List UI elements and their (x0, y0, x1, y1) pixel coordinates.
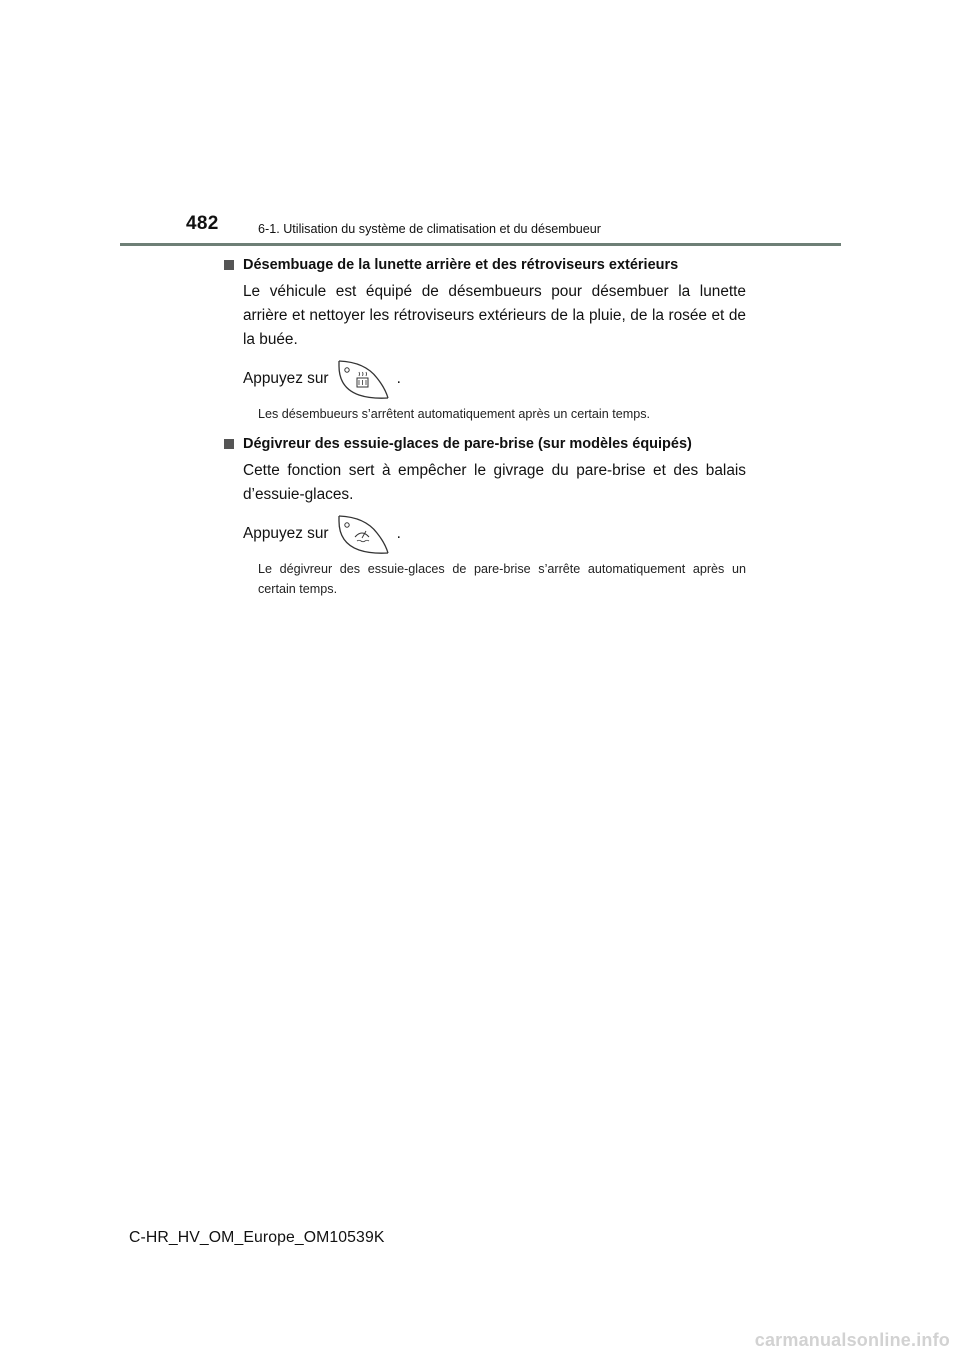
page-number: 482 (186, 213, 219, 234)
press-prefix: Appuyez sur (243, 525, 329, 542)
section-body: Le véhicule est équipé de désembueurs pour désembuer la lunette arrière et nettoyer les rétroviseurs extérieurs de la pluie, de la rosée et de la buée. (243, 283, 746, 348)
press-prefix: Appuyez sur (243, 370, 329, 387)
section-heading-text: Dégivreur des essuie-glaces de pare-brise (sur modèles équipés) (243, 436, 692, 452)
content (224, 255, 746, 599)
section-heading (224, 255, 746, 275)
section-title: 6-1. Utilisation du système de climatisation et du désembueur (258, 222, 602, 236)
square-bullet-icon (224, 439, 234, 449)
section-body: Cette fonction sert à empêcher le givrage du pare-brise et des balais d’essuie-glaces. (243, 462, 746, 503)
press-suffix: . (396, 525, 401, 542)
rear-defogger-button-icon (335, 358, 391, 400)
section-heading (224, 434, 746, 454)
section-heading-text: Désembuage de la lunette arrière et des rétroviseurs extérieurs (243, 257, 679, 273)
press-instruction (243, 513, 746, 555)
press-suffix: . (396, 370, 401, 387)
watermark: carmanualsonline.info (754, 1330, 950, 1350)
section-note: Le dégivreur des essuie-glaces de pare-brise s’arrête automatiquement après un certain temps. (258, 562, 746, 596)
press-instruction (243, 358, 746, 400)
section-note: Les désembueurs s’arrêtent automatiquement après un certain temps. (258, 407, 651, 421)
windshield-wiper-deicer-button-icon (335, 513, 391, 555)
footer-document-id: C-HR_HV_OM_Europe_OM10539K (129, 1229, 385, 1246)
section-rear-defogger (224, 255, 746, 424)
header-rule (120, 243, 841, 246)
section-wiper-deicer (224, 434, 746, 599)
square-bullet-icon (224, 260, 234, 270)
